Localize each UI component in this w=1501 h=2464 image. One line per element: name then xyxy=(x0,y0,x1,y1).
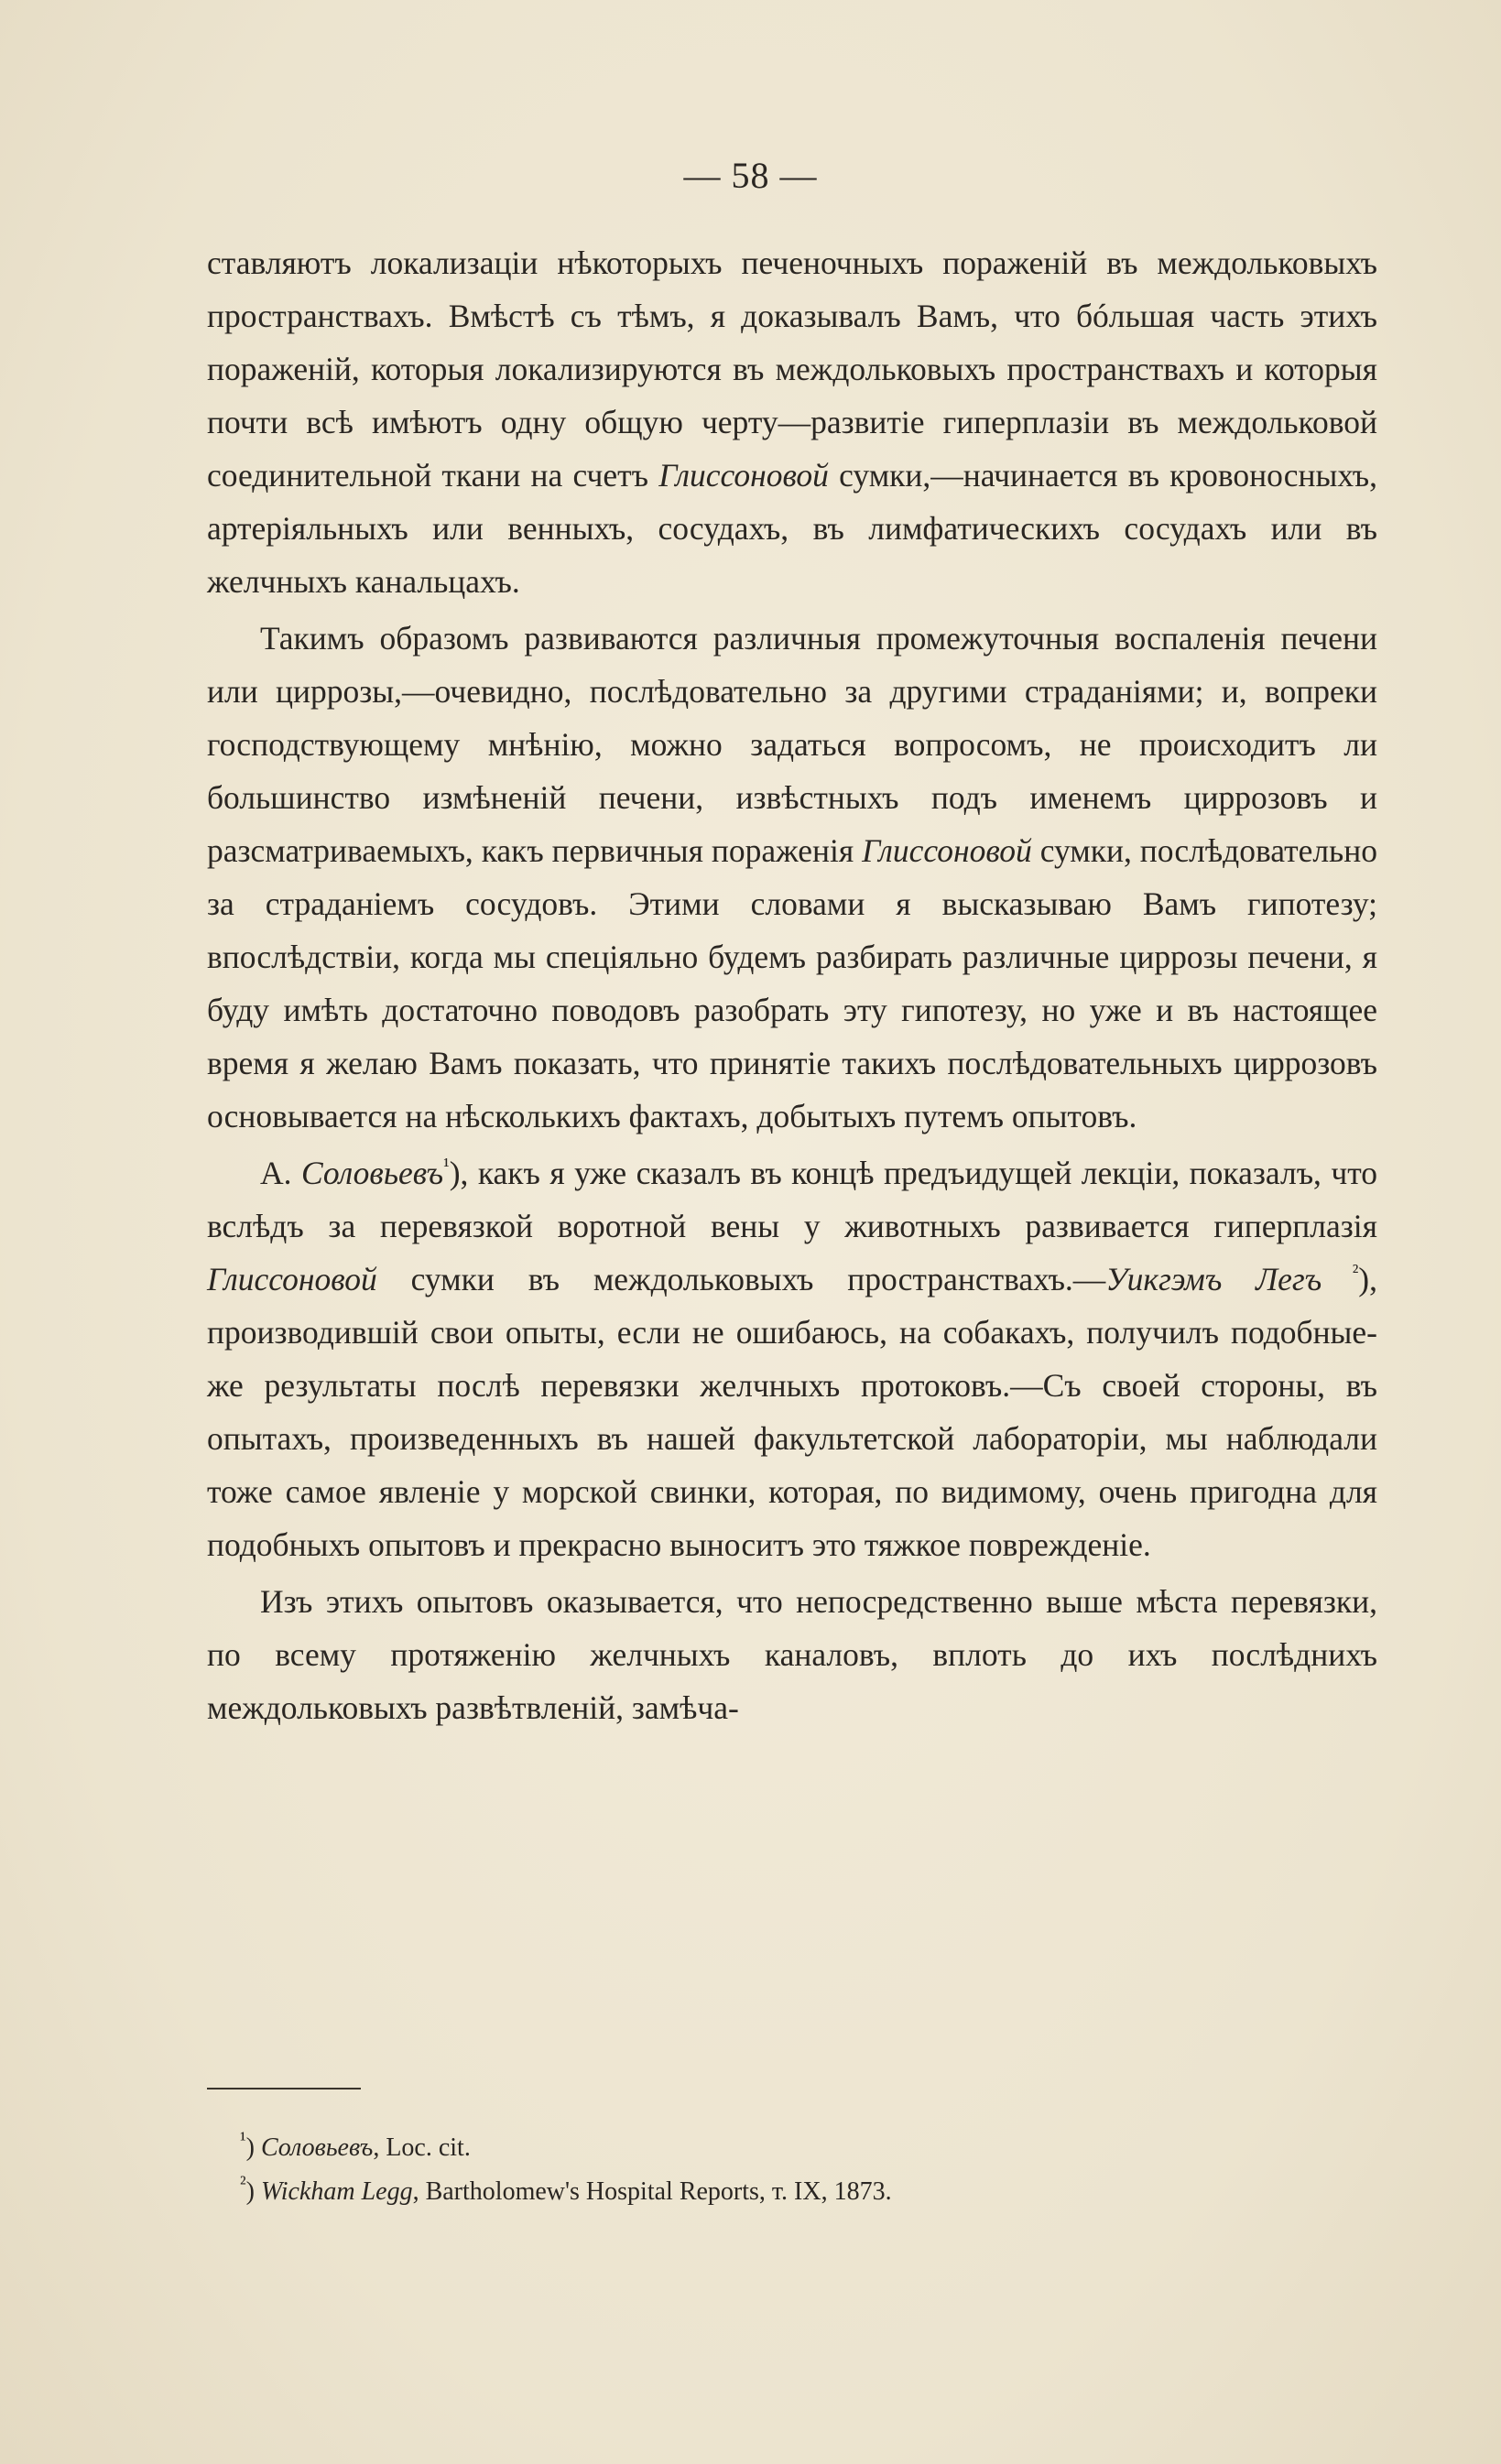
text-run: сумки въ междольковыхъ пространствахъ.— xyxy=(376,1261,1106,1297)
paragraph xyxy=(207,1146,1377,1571)
footnotes xyxy=(240,2126,1339,2214)
footnote-marker: ¹ xyxy=(240,2127,246,2151)
italic-name: Глиссоновой xyxy=(862,832,1032,869)
text-run: сумки, послѣдовательно за страданіемъ сосудовъ. Этими словами я высказываю Вамъ гипотезу; впослѣдствіи, когда мы спеціяльно будемъ разбирать различные циррозы печени, я буду имѣть достаточно поводовъ разобрать эту гипотезу, но уже и въ настоящее время я желаю Вамъ показать, что принятіе такихъ послѣдовательныхъ циррозовъ основывается на нѣсколькихъ фактахъ, добытыхъ путемъ опытовъ. xyxy=(207,832,1377,1134)
italic-name: Уикгэмъ Легъ xyxy=(1105,1261,1322,1297)
paragraph xyxy=(207,236,1377,608)
footnote xyxy=(240,2126,1339,2170)
italic-name: Wickham Legg xyxy=(260,2177,413,2206)
footnote-marker: ¹ xyxy=(443,1154,450,1178)
text-run: сумки,—начинается въ кровоносныхъ, артеріяльныхъ или венныхъ, сосудахъ, въ лимфатическихъ сосудахъ или въ желчныхъ канальцахъ. xyxy=(207,457,1377,600)
footnote xyxy=(240,2170,1339,2214)
text-run: А. xyxy=(260,1155,301,1191)
footnote-marker: ² xyxy=(240,2171,246,2195)
main-text xyxy=(207,236,1377,1734)
italic-name: Соловьевъ xyxy=(260,2133,374,2162)
text-run: ), производившій свои опыты, если не ошибаюсь, на собакахъ, получилъ подобные-же результаты послѣ перевязки желчныхъ протоковъ.—Съ своей стороны, въ опытахъ, произведенныхъ въ нашей факультетской лабораторіи, мы наблюдали тоже самое явленіе у морской свинки, которая, по видимому, очень пригодна для подобныхъ опытовъ и прекрасно выноситъ это тяжкое поврежденіе. xyxy=(207,1261,1377,1563)
footnote-divider xyxy=(207,2088,361,2090)
italic-name: Глиссоновой xyxy=(658,457,829,494)
paragraph xyxy=(207,1575,1377,1734)
text-run: Такимъ образомъ развиваются различныя промежуточныя воспаленія печени или циррозы,—очевидно, послѣдовательно за другими страданіями; и, вопреки господствующему мнѣнію, можно задаться вопросомъ, не происходитъ ли большинство измѣненій печени, извѣстныхъ подъ именемъ циррозовъ и разсматриваемыхъ, какъ первичныя пораженія xyxy=(207,620,1377,869)
page-number: — 58 — xyxy=(683,155,818,196)
italic-name: Соловьевъ xyxy=(300,1155,444,1191)
text-run: , Bartholomew's Hospital Reports, т. IX, 1873. xyxy=(412,2177,892,2206)
paragraph xyxy=(207,612,1377,1143)
text-run: Изъ этихъ опытовъ оказывается, что непосредственно выше мѣста перевязки, по всему протяженію желчныхъ каналовъ, вплоть до ихъ послѣднихъ междольковыхъ развѣтвленій, замѣча- xyxy=(207,1583,1377,1726)
text-run: , Loc. cit. xyxy=(373,2133,471,2162)
text-run: ) xyxy=(245,2177,261,2206)
italic-name: Глиссоновой xyxy=(207,1261,377,1297)
text-run: ), какъ я уже сказалъ въ концѣ предъидущей лекціи, показалъ, что вслѣдъ за перевязкой воротной вены у животныхъ развивается гиперплазія xyxy=(207,1155,1378,1244)
text-run: ставляютъ локализаціи нѣкоторыхъ печеночныхъ пораженій въ междольковыхъ пространствахъ. Вмѣстѣ съ тѣмъ, я доказывалъ Вамъ, что бóльшая часть этихъ пораженій, которыя локализируются въ междольковыхъ пространствахъ и которыя почти всѣ имѣютъ одну общую черту—развитіе гиперплазіи въ междольковой соединительной ткани на счетъ xyxy=(207,244,1377,494)
footnote-marker: ² xyxy=(1322,1260,1359,1284)
text-run: ) xyxy=(245,2133,261,2162)
